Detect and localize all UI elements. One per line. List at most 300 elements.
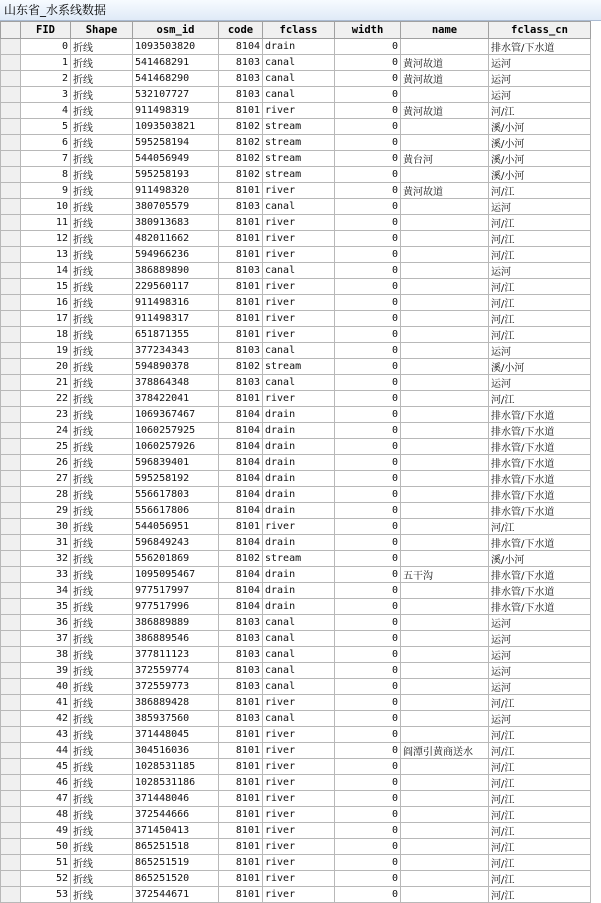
cell-name[interactable] xyxy=(401,231,489,247)
table-row[interactable] xyxy=(1,535,591,551)
cell-width[interactable]: 0 xyxy=(335,695,401,711)
table-row[interactable] xyxy=(1,151,591,167)
cell-name[interactable] xyxy=(401,311,489,327)
cell-fclass-cn[interactable]: 河/江 xyxy=(489,215,591,231)
table-row[interactable] xyxy=(1,711,591,727)
cell-shape[interactable]: 折线 xyxy=(71,839,133,855)
table-row[interactable] xyxy=(1,247,591,263)
table-row[interactable] xyxy=(1,855,591,871)
cell-fclass-cn[interactable]: 河/江 xyxy=(489,807,591,823)
cell-fid[interactable]: 42 xyxy=(21,711,71,727)
table-row[interactable] xyxy=(1,55,591,71)
cell-osm-id[interactable]: 372559774 xyxy=(133,663,219,679)
cell-osm-id[interactable]: 372544671 xyxy=(133,887,219,903)
cell-fclass-cn[interactable]: 运河 xyxy=(489,71,591,87)
table-row[interactable] xyxy=(1,119,591,135)
cell-shape[interactable]: 折线 xyxy=(71,39,133,55)
cell-osm-id[interactable]: 385937560 xyxy=(133,711,219,727)
cell-code[interactable]: 8101 xyxy=(219,839,263,855)
cell-code[interactable]: 8103 xyxy=(219,631,263,647)
row-selector[interactable] xyxy=(1,343,21,359)
cell-shape[interactable]: 折线 xyxy=(71,727,133,743)
cell-code[interactable]: 8103 xyxy=(219,615,263,631)
column-header-name[interactable]: name xyxy=(401,22,489,39)
table-row[interactable] xyxy=(1,567,591,583)
cell-width[interactable]: 0 xyxy=(335,71,401,87)
cell-name[interactable] xyxy=(401,119,489,135)
row-selector[interactable] xyxy=(1,471,21,487)
cell-name[interactable] xyxy=(401,711,489,727)
cell-shape[interactable]: 折线 xyxy=(71,503,133,519)
cell-fclass-cn[interactable]: 河/江 xyxy=(489,743,591,759)
cell-osm-id[interactable]: 1093503820 xyxy=(133,39,219,55)
cell-osm-id[interactable]: 556201869 xyxy=(133,551,219,567)
table-row[interactable] xyxy=(1,343,591,359)
row-selector[interactable] xyxy=(1,439,21,455)
cell-name[interactable]: 黄台河 xyxy=(401,151,489,167)
cell-fid[interactable]: 15 xyxy=(21,279,71,295)
cell-shape[interactable]: 折线 xyxy=(71,439,133,455)
table-row[interactable] xyxy=(1,839,591,855)
cell-shape[interactable]: 折线 xyxy=(71,199,133,215)
cell-fid[interactable]: 4 xyxy=(21,103,71,119)
row-selector[interactable] xyxy=(1,55,21,71)
cell-code[interactable]: 8103 xyxy=(219,663,263,679)
cell-fclass[interactable]: drain xyxy=(263,535,335,551)
cell-fid[interactable]: 43 xyxy=(21,727,71,743)
cell-shape[interactable]: 折线 xyxy=(71,167,133,183)
cell-width[interactable]: 0 xyxy=(335,279,401,295)
cell-code[interactable]: 8104 xyxy=(219,407,263,423)
cell-fclass-cn[interactable]: 运河 xyxy=(489,663,591,679)
row-selector[interactable] xyxy=(1,295,21,311)
cell-osm-id[interactable]: 977517997 xyxy=(133,583,219,599)
table-row[interactable] xyxy=(1,871,591,887)
cell-width[interactable]: 0 xyxy=(335,487,401,503)
table-row[interactable] xyxy=(1,391,591,407)
cell-osm-id[interactable]: 532107727 xyxy=(133,87,219,103)
cell-fclass-cn[interactable]: 排水管/下水道 xyxy=(489,599,591,615)
cell-width[interactable]: 0 xyxy=(335,375,401,391)
cell-shape[interactable]: 折线 xyxy=(71,679,133,695)
cell-fid[interactable]: 29 xyxy=(21,503,71,519)
row-selector[interactable] xyxy=(1,167,21,183)
cell-fclass-cn[interactable]: 河/江 xyxy=(489,759,591,775)
cell-name[interactable] xyxy=(401,279,489,295)
cell-fid[interactable]: 31 xyxy=(21,535,71,551)
cell-name[interactable] xyxy=(401,599,489,615)
cell-fclass-cn[interactable]: 河/江 xyxy=(489,887,591,903)
table-row[interactable] xyxy=(1,71,591,87)
cell-fclass-cn[interactable]: 溪/小河 xyxy=(489,551,591,567)
cell-name[interactable] xyxy=(401,839,489,855)
cell-fid[interactable]: 36 xyxy=(21,615,71,631)
cell-name[interactable] xyxy=(401,663,489,679)
cell-width[interactable]: 0 xyxy=(335,791,401,807)
cell-shape[interactable]: 折线 xyxy=(71,71,133,87)
table-row[interactable] xyxy=(1,295,591,311)
row-selector[interactable] xyxy=(1,647,21,663)
column-header-fid[interactable]: FID xyxy=(21,22,71,39)
cell-osm-id[interactable]: 595258193 xyxy=(133,167,219,183)
cell-code[interactable]: 8104 xyxy=(219,535,263,551)
cell-width[interactable]: 0 xyxy=(335,199,401,215)
cell-fid[interactable]: 32 xyxy=(21,551,71,567)
cell-width[interactable]: 0 xyxy=(335,679,401,695)
cell-name[interactable] xyxy=(401,295,489,311)
cell-code[interactable]: 8101 xyxy=(219,759,263,775)
cell-code[interactable]: 8101 xyxy=(219,327,263,343)
cell-fclass-cn[interactable]: 排水管/下水道 xyxy=(489,423,591,439)
row-selector[interactable] xyxy=(1,679,21,695)
cell-name[interactable] xyxy=(401,631,489,647)
select-all-header[interactable] xyxy=(1,22,21,39)
cell-fclass-cn[interactable]: 运河 xyxy=(489,631,591,647)
cell-osm-id[interactable]: 371448046 xyxy=(133,791,219,807)
cell-osm-id[interactable]: 372559773 xyxy=(133,679,219,695)
cell-fclass[interactable]: river xyxy=(263,247,335,263)
cell-name[interactable] xyxy=(401,487,489,503)
cell-fclass[interactable]: canal xyxy=(263,647,335,663)
cell-width[interactable]: 0 xyxy=(335,167,401,183)
cell-fclass-cn[interactable]: 运河 xyxy=(489,647,591,663)
cell-fclass[interactable]: stream xyxy=(263,551,335,567)
cell-width[interactable]: 0 xyxy=(335,343,401,359)
cell-fclass[interactable]: river xyxy=(263,103,335,119)
row-selector[interactable] xyxy=(1,71,21,87)
cell-width[interactable]: 0 xyxy=(335,503,401,519)
cell-width[interactable]: 0 xyxy=(335,743,401,759)
cell-fid[interactable]: 12 xyxy=(21,231,71,247)
cell-osm-id[interactable]: 594966236 xyxy=(133,247,219,263)
cell-fclass[interactable]: river xyxy=(263,215,335,231)
cell-fclass[interactable]: river xyxy=(263,279,335,295)
cell-width[interactable]: 0 xyxy=(335,87,401,103)
cell-code[interactable]: 8103 xyxy=(219,199,263,215)
table-row[interactable] xyxy=(1,103,591,119)
cell-width[interactable]: 0 xyxy=(335,39,401,55)
cell-name[interactable]: 五干沟 xyxy=(401,567,489,583)
row-selector[interactable] xyxy=(1,359,21,375)
column-header-osm-id[interactable]: osm_id xyxy=(133,22,219,39)
cell-name[interactable] xyxy=(401,791,489,807)
cell-shape[interactable]: 折线 xyxy=(71,887,133,903)
cell-fclass-cn[interactable]: 河/江 xyxy=(489,247,591,263)
cell-osm-id[interactable]: 541468291 xyxy=(133,55,219,71)
row-selector[interactable] xyxy=(1,231,21,247)
cell-name[interactable]: 黄河故道 xyxy=(401,103,489,119)
row-selector[interactable] xyxy=(1,695,21,711)
row-selector[interactable] xyxy=(1,151,21,167)
cell-width[interactable]: 0 xyxy=(335,455,401,471)
cell-fclass-cn[interactable]: 河/江 xyxy=(489,871,591,887)
cell-width[interactable]: 0 xyxy=(335,183,401,199)
row-selector[interactable] xyxy=(1,215,21,231)
cell-width[interactable]: 0 xyxy=(335,871,401,887)
cell-fid[interactable]: 51 xyxy=(21,855,71,871)
cell-code[interactable]: 8103 xyxy=(219,679,263,695)
cell-shape[interactable]: 折线 xyxy=(71,807,133,823)
cell-fid[interactable]: 9 xyxy=(21,183,71,199)
table-row[interactable] xyxy=(1,407,591,423)
cell-fclass-cn[interactable]: 排水管/下水道 xyxy=(489,583,591,599)
cell-osm-id[interactable]: 1028531186 xyxy=(133,775,219,791)
cell-width[interactable]: 0 xyxy=(335,295,401,311)
cell-osm-id[interactable]: 377811123 xyxy=(133,647,219,663)
cell-fclass[interactable]: canal xyxy=(263,679,335,695)
cell-shape[interactable]: 折线 xyxy=(71,423,133,439)
cell-fclass[interactable]: canal xyxy=(263,343,335,359)
column-header-code[interactable]: code xyxy=(219,22,263,39)
cell-fclass[interactable]: river xyxy=(263,839,335,855)
cell-fclass-cn[interactable]: 河/江 xyxy=(489,823,591,839)
cell-name[interactable] xyxy=(401,727,489,743)
table-row[interactable] xyxy=(1,231,591,247)
table-row[interactable] xyxy=(1,135,591,151)
table-row[interactable] xyxy=(1,663,591,679)
cell-code[interactable]: 8103 xyxy=(219,71,263,87)
table-row[interactable] xyxy=(1,583,591,599)
row-selector[interactable] xyxy=(1,87,21,103)
cell-name[interactable]: 黄河故道 xyxy=(401,71,489,87)
cell-fid[interactable]: 11 xyxy=(21,215,71,231)
table-row[interactable] xyxy=(1,775,591,791)
cell-code[interactable]: 8103 xyxy=(219,711,263,727)
cell-fclass[interactable]: canal xyxy=(263,55,335,71)
cell-width[interactable]: 0 xyxy=(335,551,401,567)
table-row[interactable] xyxy=(1,743,591,759)
cell-fclass[interactable]: canal xyxy=(263,663,335,679)
cell-code[interactable]: 8102 xyxy=(219,359,263,375)
cell-fid[interactable]: 41 xyxy=(21,695,71,711)
cell-osm-id[interactable]: 378864348 xyxy=(133,375,219,391)
cell-fclass-cn[interactable]: 运河 xyxy=(489,711,591,727)
cell-width[interactable]: 0 xyxy=(335,711,401,727)
row-selector[interactable] xyxy=(1,199,21,215)
cell-width[interactable]: 0 xyxy=(335,263,401,279)
row-selector[interactable] xyxy=(1,727,21,743)
cell-fclass[interactable]: river xyxy=(263,823,335,839)
cell-fclass[interactable]: drain xyxy=(263,407,335,423)
cell-fclass[interactable]: canal xyxy=(263,263,335,279)
cell-fclass-cn[interactable]: 河/江 xyxy=(489,295,591,311)
cell-name[interactable] xyxy=(401,87,489,103)
cell-fid[interactable]: 38 xyxy=(21,647,71,663)
cell-fclass[interactable]: drain xyxy=(263,455,335,471)
cell-code[interactable]: 8101 xyxy=(219,855,263,871)
cell-name[interactable] xyxy=(401,887,489,903)
table-row[interactable] xyxy=(1,327,591,343)
cell-fid[interactable]: 27 xyxy=(21,471,71,487)
row-selector[interactable] xyxy=(1,871,21,887)
table-row[interactable] xyxy=(1,279,591,295)
cell-shape[interactable]: 折线 xyxy=(71,55,133,71)
cell-code[interactable]: 8101 xyxy=(219,743,263,759)
cell-name[interactable] xyxy=(401,823,489,839)
cell-shape[interactable]: 折线 xyxy=(71,343,133,359)
cell-width[interactable]: 0 xyxy=(335,519,401,535)
cell-osm-id[interactable]: 371448045 xyxy=(133,727,219,743)
row-selector[interactable] xyxy=(1,663,21,679)
cell-fclass-cn[interactable]: 运河 xyxy=(489,679,591,695)
cell-fclass[interactable]: river xyxy=(263,807,335,823)
cell-shape[interactable]: 折线 xyxy=(71,471,133,487)
cell-fclass[interactable]: drain xyxy=(263,583,335,599)
cell-fclass[interactable]: stream xyxy=(263,151,335,167)
cell-width[interactable]: 0 xyxy=(335,807,401,823)
cell-fid[interactable]: 21 xyxy=(21,375,71,391)
table-row[interactable] xyxy=(1,39,591,55)
cell-fclass-cn[interactable]: 运河 xyxy=(489,87,591,103)
table-row[interactable] xyxy=(1,631,591,647)
cell-fid[interactable]: 2 xyxy=(21,71,71,87)
table-row[interactable] xyxy=(1,807,591,823)
cell-shape[interactable]: 折线 xyxy=(71,583,133,599)
cell-shape[interactable]: 折线 xyxy=(71,231,133,247)
row-selector[interactable] xyxy=(1,407,21,423)
cell-fclass[interactable]: river xyxy=(263,391,335,407)
cell-code[interactable]: 8103 xyxy=(219,343,263,359)
cell-width[interactable]: 0 xyxy=(335,663,401,679)
cell-fclass[interactable]: river xyxy=(263,327,335,343)
cell-shape[interactable]: 折线 xyxy=(71,87,133,103)
cell-fclass-cn[interactable]: 溪/小河 xyxy=(489,151,591,167)
cell-fclass-cn[interactable]: 排水管/下水道 xyxy=(489,487,591,503)
table-row[interactable] xyxy=(1,759,591,775)
cell-width[interactable]: 0 xyxy=(335,775,401,791)
cell-code[interactable]: 8101 xyxy=(219,311,263,327)
cell-osm-id[interactable]: 865251520 xyxy=(133,871,219,887)
cell-fclass-cn[interactable]: 排水管/下水道 xyxy=(489,471,591,487)
cell-fclass[interactable]: canal xyxy=(263,375,335,391)
cell-shape[interactable]: 折线 xyxy=(71,391,133,407)
cell-shape[interactable]: 折线 xyxy=(71,151,133,167)
cell-name[interactable] xyxy=(401,263,489,279)
table-row[interactable] xyxy=(1,503,591,519)
cell-fclass-cn[interactable]: 河/江 xyxy=(489,279,591,295)
table-row[interactable] xyxy=(1,439,591,455)
cell-name[interactable] xyxy=(401,871,489,887)
cell-shape[interactable]: 折线 xyxy=(71,695,133,711)
row-selector[interactable] xyxy=(1,103,21,119)
cell-osm-id[interactable]: 229560117 xyxy=(133,279,219,295)
cell-osm-id[interactable]: 482011662 xyxy=(133,231,219,247)
cell-width[interactable]: 0 xyxy=(335,599,401,615)
cell-fid[interactable]: 16 xyxy=(21,295,71,311)
column-header-fclass[interactable]: fclass xyxy=(263,22,335,39)
cell-width[interactable]: 0 xyxy=(335,823,401,839)
row-selector[interactable] xyxy=(1,839,21,855)
cell-width[interactable]: 0 xyxy=(335,583,401,599)
cell-fid[interactable]: 50 xyxy=(21,839,71,855)
row-selector[interactable] xyxy=(1,535,21,551)
cell-shape[interactable]: 折线 xyxy=(71,775,133,791)
cell-fclass[interactable]: river xyxy=(263,759,335,775)
cell-fid[interactable]: 20 xyxy=(21,359,71,375)
cell-fid[interactable]: 33 xyxy=(21,567,71,583)
row-selector[interactable] xyxy=(1,279,21,295)
cell-code[interactable]: 8101 xyxy=(219,391,263,407)
cell-shape[interactable]: 折线 xyxy=(71,663,133,679)
cell-name[interactable]: 黄河故道 xyxy=(401,183,489,199)
cell-code[interactable]: 8101 xyxy=(219,823,263,839)
cell-code[interactable]: 8103 xyxy=(219,375,263,391)
cell-fclass-cn[interactable]: 河/江 xyxy=(489,775,591,791)
cell-fid[interactable]: 7 xyxy=(21,151,71,167)
cell-fid[interactable]: 34 xyxy=(21,583,71,599)
cell-osm-id[interactable]: 594890378 xyxy=(133,359,219,375)
cell-code[interactable]: 8104 xyxy=(219,423,263,439)
cell-shape[interactable]: 折线 xyxy=(71,311,133,327)
row-selector[interactable] xyxy=(1,823,21,839)
cell-fclass[interactable]: canal xyxy=(263,87,335,103)
cell-osm-id[interactable]: 911498316 xyxy=(133,295,219,311)
cell-name[interactable] xyxy=(401,215,489,231)
table-row[interactable] xyxy=(1,679,591,695)
table-row[interactable] xyxy=(1,551,591,567)
cell-name[interactable] xyxy=(401,535,489,551)
row-selector[interactable] xyxy=(1,135,21,151)
cell-osm-id[interactable]: 595258194 xyxy=(133,135,219,151)
table-row[interactable] xyxy=(1,311,591,327)
cell-shape[interactable]: 折线 xyxy=(71,823,133,839)
cell-fclass[interactable]: drain xyxy=(263,439,335,455)
cell-shape[interactable]: 折线 xyxy=(71,295,133,311)
cell-shape[interactable]: 折线 xyxy=(71,711,133,727)
cell-code[interactable]: 8104 xyxy=(219,599,263,615)
cell-name[interactable] xyxy=(401,471,489,487)
cell-fclass[interactable]: canal xyxy=(263,199,335,215)
cell-fclass-cn[interactable]: 运河 xyxy=(489,343,591,359)
cell-shape[interactable]: 折线 xyxy=(71,263,133,279)
cell-name[interactable] xyxy=(401,807,489,823)
cell-fclass[interactable]: drain xyxy=(263,599,335,615)
cell-width[interactable]: 0 xyxy=(335,391,401,407)
cell-fclass-cn[interactable]: 溪/小河 xyxy=(489,167,591,183)
cell-fclass-cn[interactable]: 溪/小河 xyxy=(489,359,591,375)
table-row[interactable] xyxy=(1,647,591,663)
cell-fid[interactable]: 24 xyxy=(21,423,71,439)
row-selector[interactable] xyxy=(1,375,21,391)
cell-fclass[interactable]: drain xyxy=(263,39,335,55)
cell-code[interactable]: 8104 xyxy=(219,455,263,471)
cell-name[interactable] xyxy=(401,679,489,695)
cell-code[interactable]: 8101 xyxy=(219,247,263,263)
cell-name[interactable] xyxy=(401,391,489,407)
cell-name[interactable] xyxy=(401,455,489,471)
cell-name[interactable] xyxy=(401,647,489,663)
cell-osm-id[interactable]: 304516036 xyxy=(133,743,219,759)
table-row[interactable] xyxy=(1,695,591,711)
cell-fclass-cn[interactable]: 河/江 xyxy=(489,327,591,343)
table-row[interactable] xyxy=(1,471,591,487)
cell-name[interactable] xyxy=(401,439,489,455)
cell-osm-id[interactable]: 556617803 xyxy=(133,487,219,503)
cell-osm-id[interactable]: 865251519 xyxy=(133,855,219,871)
row-selector[interactable] xyxy=(1,519,21,535)
cell-shape[interactable]: 折线 xyxy=(71,551,133,567)
cell-code[interactable]: 8101 xyxy=(219,695,263,711)
cell-shape[interactable]: 折线 xyxy=(71,487,133,503)
row-selector[interactable] xyxy=(1,311,21,327)
cell-width[interactable]: 0 xyxy=(335,103,401,119)
row-selector[interactable] xyxy=(1,759,21,775)
cell-code[interactable]: 8104 xyxy=(219,39,263,55)
cell-shape[interactable]: 折线 xyxy=(71,791,133,807)
table-row[interactable] xyxy=(1,167,591,183)
cell-fclass-cn[interactable]: 排水管/下水道 xyxy=(489,535,591,551)
cell-fclass[interactable]: river xyxy=(263,775,335,791)
